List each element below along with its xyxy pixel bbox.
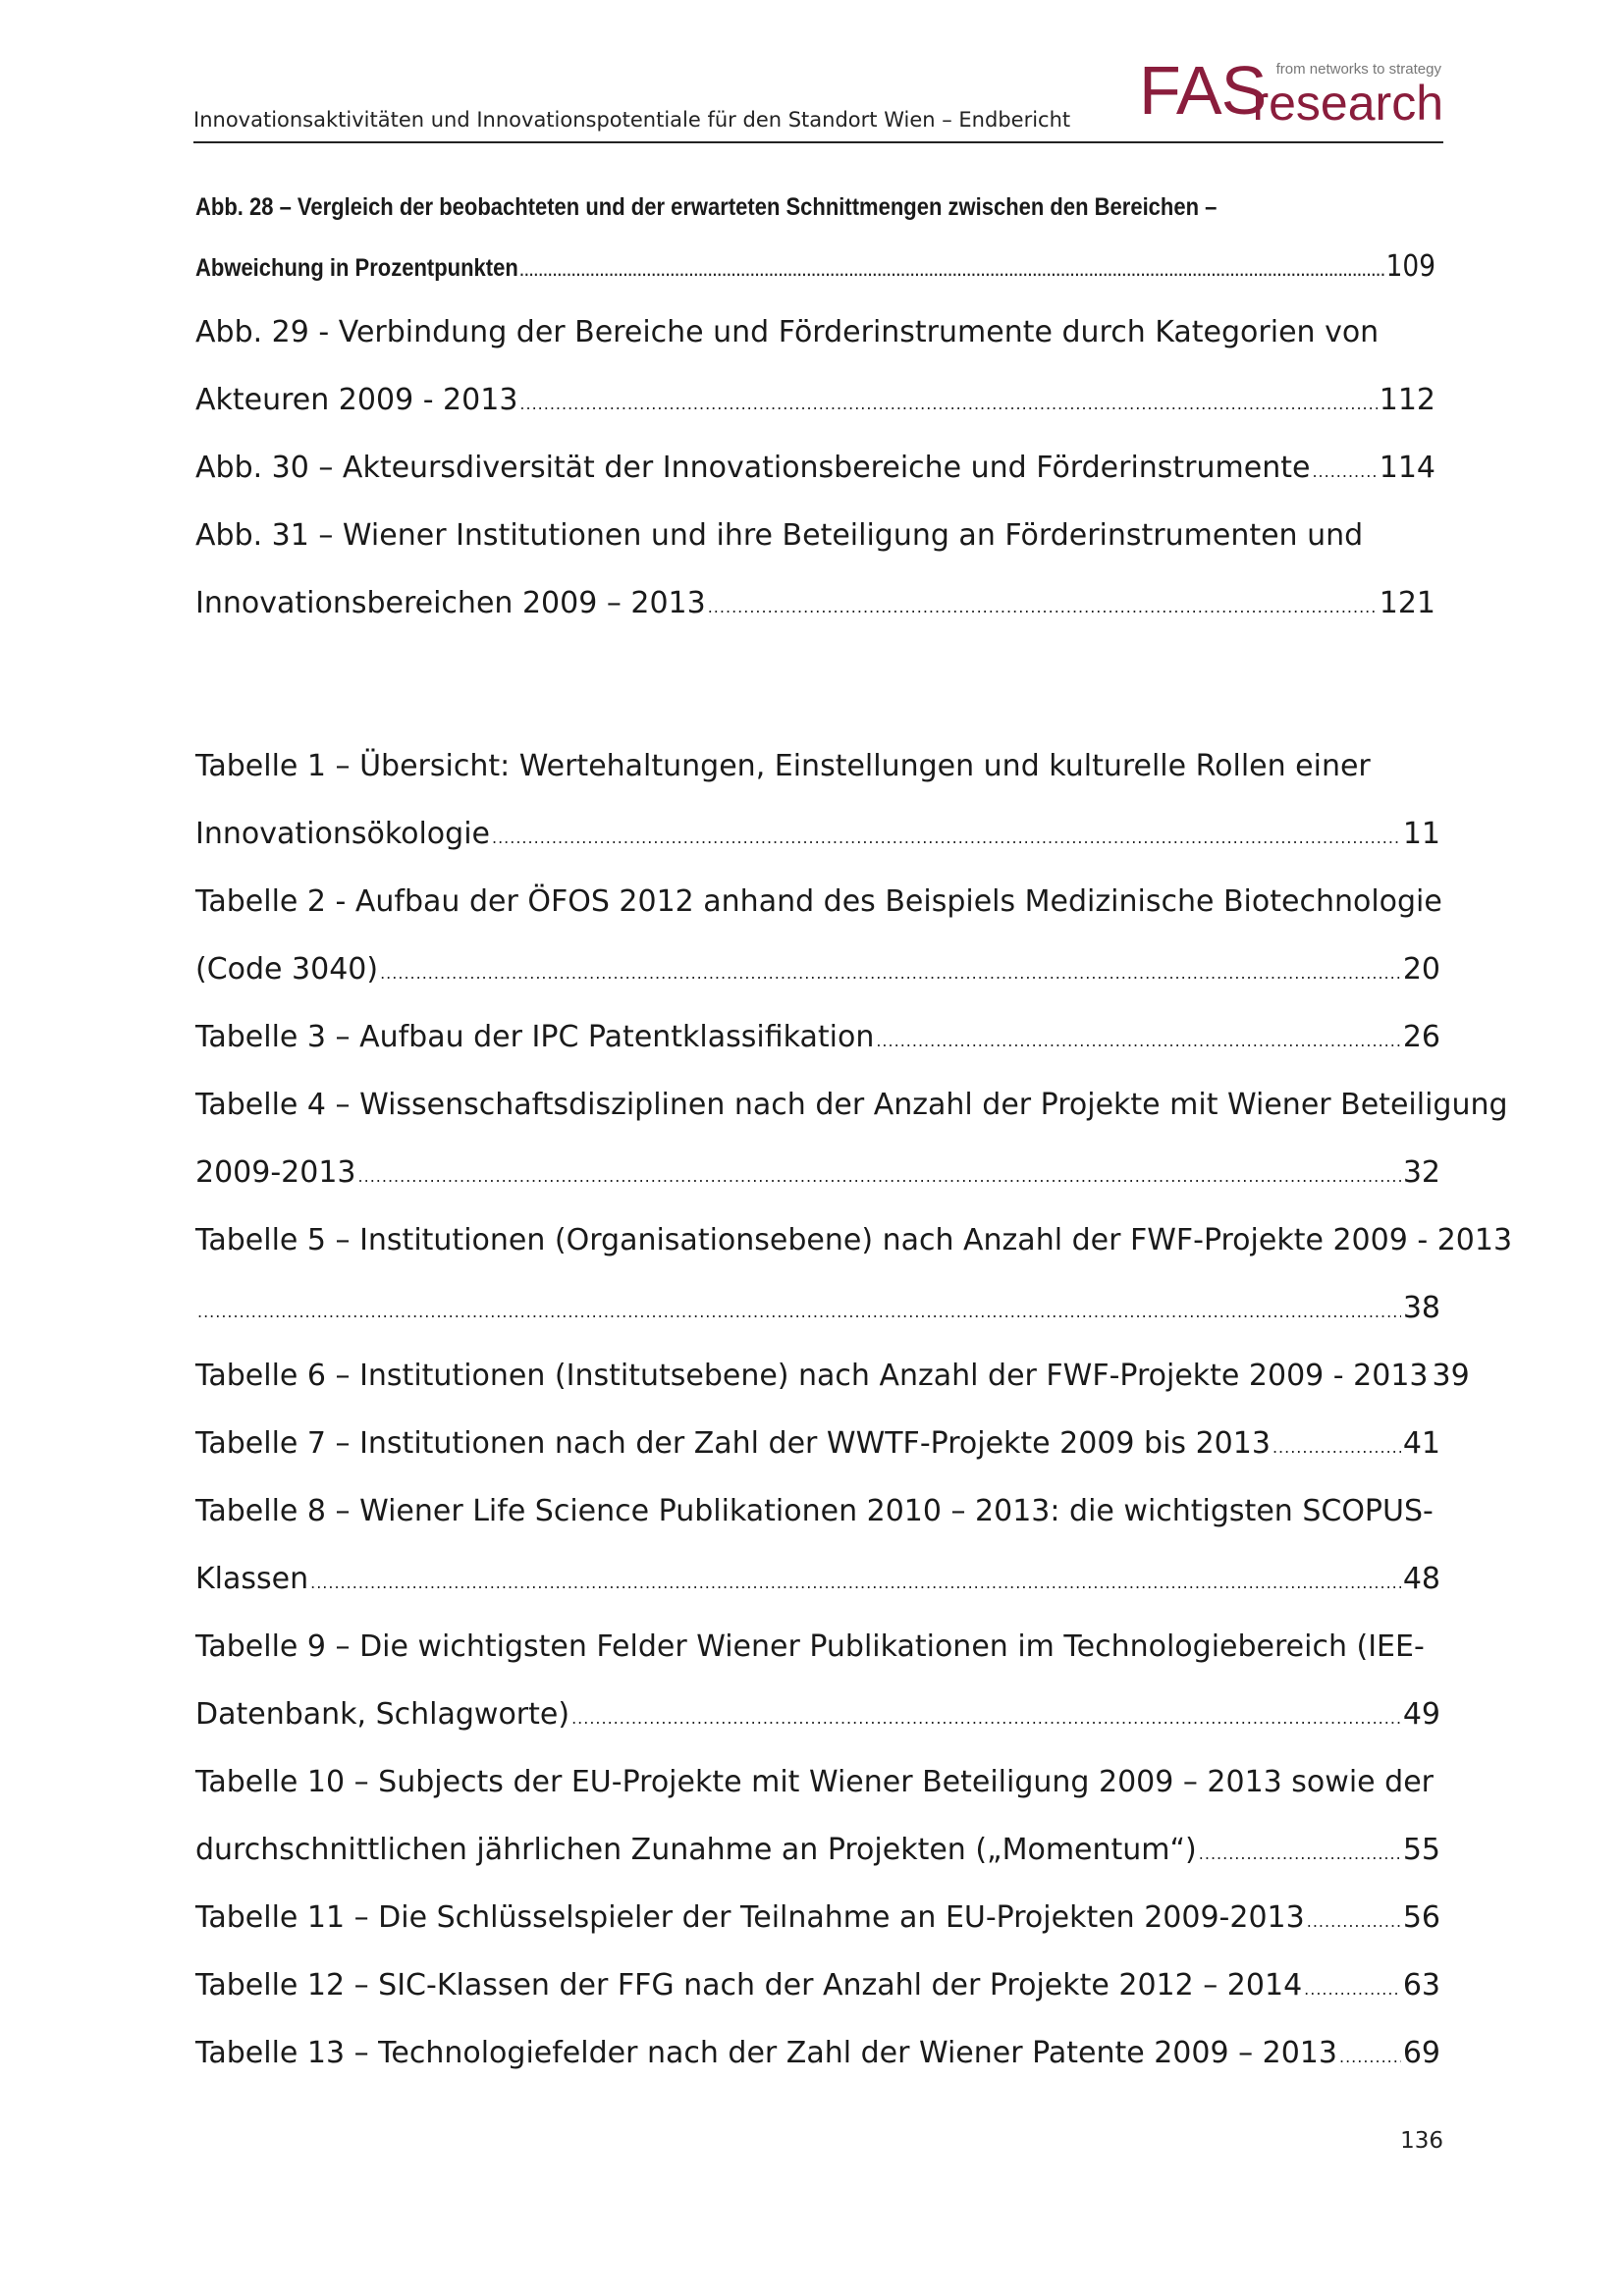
leader-dots [708, 598, 1378, 616]
leader-dots [358, 1167, 1401, 1186]
logo-research-text: research [1252, 76, 1443, 131]
toc-entry-tabelle-12[interactable]: Tabelle 12 – SIC-Klassen der FFG nach der Anzahl der Projekte 2012 – 2014 ..... 63 [195, 1968, 1440, 2002]
leader-dots [1312, 462, 1377, 481]
toc-entry-tabelle-7[interactable]: Tabelle 7 – Institutionen nach der Zahl der WWTF-Projekte 2009 bis 2013 ..... 41 [195, 1426, 1440, 1461]
toc-entry-tabelle-1-line2[interactable]: Innovationsökologie ..... 11 [195, 817, 1440, 851]
toc-entry-tabelle-6[interactable]: Tabelle 6 – Institutionen (Institutsebene) nach Anzahl der FWF-Projekte 2009 - 2013 39 [195, 1359, 1470, 1393]
leader-dots [310, 1574, 1401, 1592]
leader-dots [1272, 1438, 1401, 1457]
toc-entry-tabelle-10-line2[interactable]: durchschnittlichen jährlichen Zunahme an Projekten („Momentum“) ..... 55 [195, 1833, 1440, 1867]
page-ref: 49 [1402, 1697, 1440, 1732]
toc-entry-tabelle-13[interactable]: Tabelle 13 – Technologiefelder nach der Zahl der Wiener Patente 2009 – 2013 ..... 69 [195, 2036, 1440, 2070]
leader-dots [1304, 1980, 1401, 1999]
document-title: Innovationsaktivitäten und Innovationspotentiale für den Standort Wien – Endbericht [193, 108, 1071, 132]
toc-entry-tabelle-9-line2[interactable]: Datenbank, Schlagworte) ..... 49 [195, 1697, 1440, 1732]
leader-dots [1307, 1912, 1401, 1931]
page-header [193, 51, 1443, 143]
leader-dots [876, 1032, 1400, 1050]
toc-entry-tabelle-2-line1[interactable]: Tabelle 2 - Aufbau der ÖFOS 2012 anhand des Beispiels Medizinische Biotechnologie [195, 884, 1442, 919]
page-ref: 48 [1402, 1562, 1440, 1596]
toc-entry-abb-28-line1[interactable]: Abb. 28 – Vergleich der beobachteten und der erwarteten Schnittmengen zwischen den Bereichen – [195, 193, 1218, 221]
toc-entry-tabelle-2-line2[interactable]: (Code 3040) ..... 20 [195, 952, 1440, 987]
toc-entry-abb-29-line1[interactable]: Abb. 29 - Verbindung der Bereiche und Förderinstrumente durch Kategorien von [195, 315, 1380, 349]
toc-entry-tabelle-9-line1[interactable]: Tabelle 9 – Die wichtigsten Felder Wiener Publikationen im Technologiebereich (IEE- [195, 1629, 1425, 1664]
toc-entry-tabelle-8-line2[interactable]: Klassen ..... 48 [195, 1562, 1440, 1596]
page-ref: 69 [1402, 2036, 1440, 2070]
toc-entry-tabelle-1-line1[interactable]: Tabelle 1 – Übersicht: Wertehaltungen, Einstellungen und kulturelle Rollen einer [195, 749, 1371, 783]
toc-entry-tabelle-5-line1[interactable]: Tabelle 5 – Institutionen (Organisationsebene) nach Anzahl der FWF-Projekte 2009 - 2013 [195, 1223, 1513, 1257]
leader-dots [1339, 2048, 1401, 2066]
page-ref: 20 [1402, 952, 1440, 987]
page-ref: 56 [1402, 1900, 1440, 1935]
toc-entry-tabelle-8-line1[interactable]: Tabelle 8 – Wiener Life Science Publikationen 2010 – 2013: die wichtigsten SCOPUS- [195, 1494, 1434, 1528]
page-number: 136 [1400, 2128, 1443, 2154]
toc-entry-tabelle-5-line2[interactable] [195, 1291, 1440, 1325]
page-ref: 112 [1379, 383, 1435, 417]
toc-entry-abb-31-line2[interactable]: Innovationsbereichen 2009 – 2013 ..... 121 [195, 586, 1435, 620]
leader-dots [571, 1709, 1401, 1728]
leader-dots [380, 964, 1401, 983]
page-ref: 55 [1402, 1833, 1440, 1867]
leader-dots [1199, 1844, 1401, 1863]
toc-entry-abb-31-line1[interactable]: Abb. 31 – Wiener Institutionen und ihre Beteiligung an Förderinstrumenten und [195, 518, 1364, 553]
page-ref: 39 [1432, 1359, 1470, 1393]
page-ref: 38 [1402, 1291, 1440, 1325]
page-ref: 11 [1402, 817, 1440, 851]
leader-dots [197, 1303, 1401, 1321]
toc-entry-abb-30[interactable]: Abb. 30 – Akteursdiversität der Innovationsbereiche und Förderinstrumente ..... 114 [195, 451, 1435, 485]
leader-dots [492, 828, 1401, 847]
page-ref: 41 [1402, 1426, 1440, 1461]
toc-entry-tabelle-4-line1[interactable]: Tabelle 4 – Wissenschaftsdisziplinen nach der Anzahl der Projekte mit Wiener Beteiligung [195, 1088, 1508, 1122]
page-ref: 121 [1379, 586, 1435, 620]
page-ref: 114 [1379, 451, 1435, 485]
logo-tagline: from networks to strategy [1275, 61, 1441, 78]
toc-entry-abb-28-line2[interactable]: Abweichung in Prozentpunkten ..... 109 [195, 249, 1435, 284]
toc-entry-tabelle-3[interactable]: Tabelle 3 – Aufbau der IPC Patentklassifikation ..... 26 [195, 1020, 1440, 1054]
toc-entry-tabelle-10-line1[interactable]: Tabelle 10 – Subjects der EU-Projekte mit Wiener Beteiligung 2009 – 2013 sowie der [195, 1765, 1434, 1799]
page-ref: 26 [1402, 1020, 1440, 1054]
logo-fas-text: FAS [1139, 52, 1267, 129]
page-ref: 63 [1402, 1968, 1440, 2002]
fas-research-logo [1139, 52, 1443, 133]
page-ref: 109 [1385, 249, 1435, 284]
toc-entry-abb-29-line2[interactable]: Akteuren 2009 - 2013 ..... 112 [195, 383, 1435, 417]
page-ref: 32 [1402, 1155, 1440, 1190]
toc-entry-tabelle-11[interactable]: Tabelle 11 – Die Schlüsselspieler der Teilnahme an EU-Projekten 2009-2013 ..... 56 [195, 1900, 1440, 1935]
leader-dots [520, 263, 1384, 281]
leader-dots [519, 395, 1377, 413]
toc-entry-tabelle-4-line2[interactable]: 2009-2013 ..... 32 [195, 1155, 1440, 1190]
